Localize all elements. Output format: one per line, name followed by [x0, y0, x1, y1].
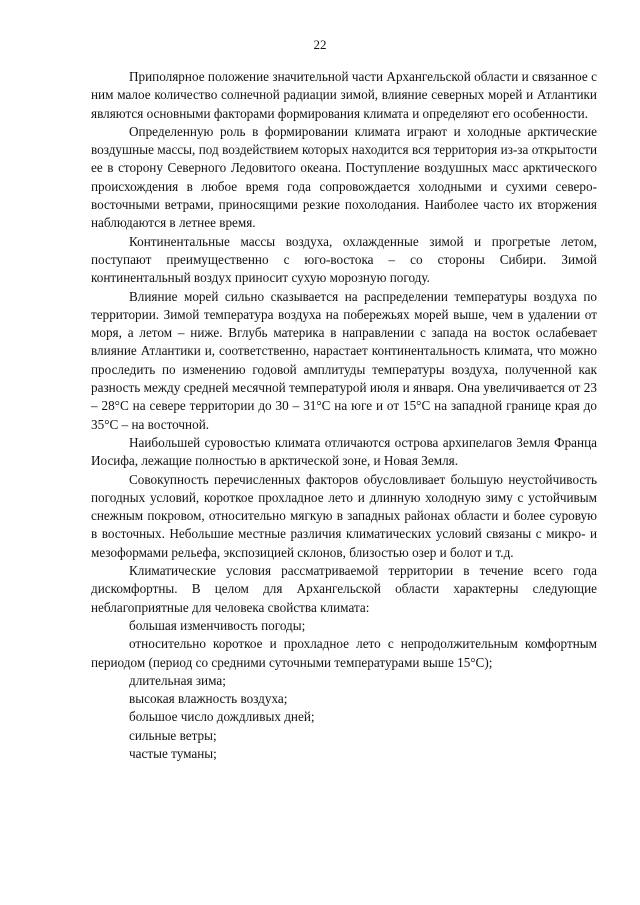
list-item-frequent-fogs: частые туманы; [129, 745, 217, 761]
paragraph-continental-air-masses: Континентальные массы воздуха, охлажденные зимой и прогретые летом, поступают преимущественно с юго-востока – со стороны Сибири. Зимой континентальный воздух приносит сухую морозную погоду. [91, 233, 597, 286]
list-item-strong-winds: сильные ветры; [129, 727, 217, 743]
list-item-short-summer: относительно короткое и прохладное лето с непродолжительным комфортным периодом (период со средними суточными температурами выше 15°C); [91, 636, 597, 670]
list-item-rainy-days: большое число дождливых дней; [129, 709, 315, 725]
paragraph-climate-factors: Приполярное положение значительной части Архангельской области и связанное с ним малое количество солнечной радиации зимой, влияние северных морей и Атлантики являются основными факторами формирования климата и определяют его особенности. [91, 69, 597, 121]
paragraph-discomfort-intro: Климатические условия рассматриваемой территории в течение всего года дискомфортны. В целом для Архангельской области характерны следующие неблагоприятные для человека свойства климата: [91, 563, 597, 615]
list-item-high-humidity: высокая влажность воздуха; [129, 691, 288, 707]
list-item-weather-variability: большая изменчивость погоды; [129, 617, 306, 633]
document-body [91, 68, 597, 763]
paragraph-arctic-air-masses: Определенную роль в формировании климата играют и холодные арктические воздушные массы, под воздействием которых находится вся территория из-за открытости ее в сторону Северного Ледовитого океана. Поступление воздушных масс арктического происхождения в любое время года сопровождается холодными и сухими северо-восточными ветрами, приносящими резкие похолодания. Наиболее часто их вторжения наблюдаются в летнее время. [91, 123, 597, 231]
page-number: 22 [313, 37, 327, 52]
paragraph-harshest-climate: Наибольшей суровостью климата отличаются острова архипелагов Земля Франца Иосифа, лежащие полностью в арктической зоне, и Новая Земля. [91, 434, 597, 469]
paragraph-weather-instability: Совокупность перечисленных факторов обусловливает большую неустойчивость погодных условий, короткое прохладное лето и длинную холодную зиму с устойчивым снежным покровом, относительно мягкую в западных районах области и более суровую в восточных. Небольшие местные различия климатических условий связаны с микро- и мезоформами рельефа, экспозицией склонов, близостью озер и болот и т.д. [91, 471, 597, 560]
paragraph-sea-influence: Влияние морей сильно сказывается на распределении температуры воздуха по территории. Зимой температура воздуха на побережьях морей выше, чем в удалении от моря, а летом – ниже. Вглубь материка в направлении с запада на восток ослабевает влияние Атлантики и, соответственно, нарастает континентальность климата, что можно проследить по изменению годовой амплитуды температуры воздуха, полученной как разность между средней месячной температурой июля и января. Она увеличивается от 23 – 28°C на севере территории до 30 – 31°C на юге и от 15°C на западной границе края до 35°C – на восточной. [91, 288, 597, 432]
list-item-long-winter: длительная зима; [129, 672, 226, 688]
